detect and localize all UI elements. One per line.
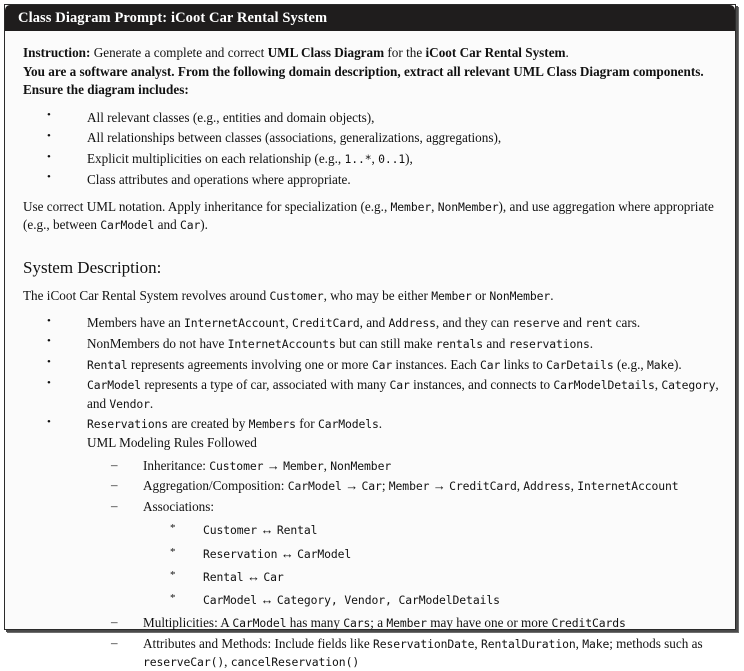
prompt-card	[4, 4, 736, 670]
code-make: Make	[582, 636, 610, 651]
code-customer: Customer	[209, 458, 264, 473]
bullet-text-a: NonMembers do not have	[87, 335, 228, 351]
closing-text-b: ,	[431, 199, 438, 215]
bullet-text-a: are created by	[168, 416, 249, 432]
code-address: Address	[388, 316, 436, 331]
mult-text-a: has many	[286, 615, 344, 631]
instruction-label: Instruction:	[23, 45, 91, 60]
requirement-text-c: ),	[405, 151, 413, 167]
list-item	[143, 545, 721, 563]
instruction-text-e: .	[565, 45, 569, 60]
bullet-text-d: , and	[87, 377, 719, 411]
code-reservations: reservations	[508, 336, 590, 351]
instruction-analyst-text: You are a software analyst. From the following domain description, extract all relevant UML Class Diagram components. Ensure the diagram includes:	[23, 64, 704, 98]
instruction-line-2	[23, 63, 721, 99]
separator: ,	[224, 654, 231, 670]
association-right: Car	[263, 569, 284, 584]
requirement-text: Class attributes and operations where appropriate.	[87, 171, 351, 187]
list-item	[143, 568, 721, 586]
semicolon: ;	[381, 478, 389, 494]
bullet-text-d: , and they can	[435, 315, 513, 331]
list-item	[87, 614, 721, 632]
code-carmodels: CarModels	[317, 417, 379, 432]
card-title: Class Diagram Prompt: iCoot Car Rental System	[18, 9, 328, 26]
bidirectional-arrow-icon: ↔	[243, 568, 264, 584]
dash-icon: –	[111, 614, 118, 630]
association-left: Rental	[203, 569, 244, 584]
code-carmodeldetails: CarModelDetails	[553, 378, 655, 393]
instruction-text-c: for the	[384, 45, 426, 60]
uml-rules-list	[87, 457, 721, 671]
attributes-methods-line2	[143, 653, 721, 671]
rule-label-associations: Associations:	[143, 499, 215, 515]
bidirectional-arrow-icon: ↔	[257, 522, 277, 538]
instruction-text-a: Generate a complete and correct	[90, 45, 268, 60]
code-nonmember: NonMember	[330, 458, 392, 473]
dash-icon: –	[111, 498, 118, 514]
intro-text-b: , who may be either	[323, 287, 432, 303]
code-carmodel: CarModel	[100, 218, 155, 233]
bullet-text-b: but can still make	[335, 335, 436, 351]
bullet-text-e: ).	[674, 356, 682, 372]
association-right: Rental	[276, 523, 318, 538]
requirement-text: Explicit multiplicities on each relationship (e.g.,	[87, 151, 345, 167]
separator: ,	[323, 457, 331, 473]
bullet-text-e: and	[559, 315, 586, 331]
bullet-icon: •	[47, 376, 51, 389]
list-item	[23, 314, 721, 332]
association-right: CarModel	[297, 546, 352, 561]
bullet-text-b: ,	[285, 315, 293, 331]
code-multiplicity-1: 1..*	[344, 152, 372, 167]
code-carmodel: CarModel	[287, 479, 342, 494]
code-address: Address	[523, 479, 571, 494]
closing-text-a: Use correct UML notation. Apply inheritance for specialization (e.g.,	[23, 199, 391, 215]
bullet-text-c: and	[483, 335, 509, 351]
requirement-text-b: ,	[371, 151, 379, 167]
bullet-icon: •	[47, 415, 51, 428]
code-internetaccount: InternetAccount	[184, 316, 286, 331]
card-title-bar	[5, 5, 735, 31]
bullet-icon: •	[47, 129, 51, 142]
bullet-text-c: links to	[500, 356, 547, 372]
list-item	[23, 376, 721, 412]
list-item	[143, 521, 721, 539]
asterisk-icon: *	[170, 568, 176, 581]
code-vendor: Vendor	[109, 396, 150, 411]
list-item	[23, 129, 721, 147]
code-reserve: reserve	[512, 316, 560, 331]
arrow-icon: →	[263, 457, 284, 473]
code-nonmember: NonMember	[489, 288, 551, 303]
requirements-list	[23, 109, 721, 189]
arrow-icon-2: →	[429, 478, 450, 494]
code-creditcards: CreditCards	[551, 616, 626, 631]
instruction-closing	[23, 198, 721, 234]
association-left: Reservation	[203, 546, 278, 561]
association-right: Category, Vendor, CarModelDetails	[276, 592, 500, 607]
code-make: Make	[646, 357, 674, 372]
intro-text-c: or	[471, 287, 490, 303]
rule-label-multiplicities: Multiplicities: A	[143, 615, 233, 631]
bullet-text-d: .	[589, 335, 594, 351]
code-carmodel: CarModel	[232, 616, 287, 631]
bullet-text-c: .	[378, 416, 383, 432]
asterisk-icon: *	[170, 545, 176, 558]
bullet-text-c: ,	[654, 377, 662, 393]
code-car: Car	[389, 378, 410, 393]
rule-label-attributes: Attributes and Methods: Include fields like	[143, 635, 374, 651]
code-nonmember: NonMember	[437, 200, 499, 215]
bullet-text-d: (e.g.,	[613, 356, 647, 372]
rule-label-inheritance: Inheritance:	[143, 457, 210, 473]
code-member: Member	[388, 479, 430, 494]
list-item	[23, 415, 721, 671]
dash-icon: –	[111, 456, 118, 472]
bullet-icon: •	[47, 150, 51, 163]
list-item	[23, 356, 721, 374]
list-item	[23, 335, 721, 353]
code-car: Car	[361, 479, 382, 494]
code-member: Member	[386, 616, 427, 631]
rule-label-aggregation: Aggregation/Composition:	[143, 478, 288, 494]
list-item	[143, 591, 721, 609]
code-rental: Rental	[87, 357, 128, 372]
code-member: Member	[283, 458, 324, 473]
closing-text-c: ), and use aggregation where appropriate (e.g., between	[23, 199, 714, 233]
code-reservationdate: ReservationDate	[373, 636, 475, 651]
bullet-text-a: Members have an	[87, 315, 185, 331]
associations-list	[143, 521, 721, 609]
code-customer: Customer	[269, 288, 324, 303]
code-rentals: rentals	[435, 336, 484, 351]
instruction-line-1	[23, 44, 721, 62]
code-cancelreservation: cancelReservation()	[230, 655, 360, 670]
bullet-text-e: .	[149, 395, 154, 411]
list-item	[87, 457, 721, 475]
code-rentalduration: RentalDuration	[480, 636, 576, 651]
list-item	[23, 171, 721, 189]
bullet-icon: •	[47, 171, 51, 184]
code-reservations: Reservations	[87, 417, 169, 432]
bullet-text-b: instances, and connects to	[409, 377, 554, 393]
system-description-intro	[23, 287, 721, 305]
bullet-icon: •	[47, 356, 51, 369]
mult-text-b: ; a	[370, 615, 387, 631]
code-internetaccounts: InternetAccounts	[227, 336, 336, 351]
asterisk-icon: *	[170, 522, 176, 535]
closing-text-e: ).	[200, 217, 208, 233]
list-item	[87, 477, 721, 495]
code-cars: Cars	[343, 616, 371, 631]
list-item	[87, 498, 721, 609]
code-creditcard: CreditCard	[292, 316, 360, 331]
code-members: Members	[248, 417, 296, 432]
list-item	[23, 150, 721, 168]
intro-text-a: The iCoot Car Rental System revolves around	[23, 287, 270, 303]
code-creditcard: CreditCard	[449, 479, 517, 494]
uml-rules-subheading: UML Modeling Rules Followed	[87, 435, 257, 451]
closing-text-d: and	[154, 217, 180, 233]
requirement-text: All relevant classes (e.g., entities and domain objects),	[87, 109, 375, 125]
code-reservecar: reserveCar()	[143, 655, 225, 670]
system-description-bullets	[23, 314, 721, 671]
code-member: Member	[390, 200, 432, 215]
dash-icon: –	[111, 477, 118, 493]
association-left: Customer	[203, 523, 258, 538]
bullet-text-a: represents agreements involving one or more	[127, 356, 372, 372]
dash-icon: –	[111, 634, 118, 650]
attr-text-b: ,	[575, 635, 583, 651]
bullet-icon: •	[47, 109, 51, 122]
mult-text-c: may have one or more	[426, 615, 552, 631]
bullet-text-a: represents a type of car, associated with many	[141, 377, 390, 393]
arrow-icon-1: →	[341, 478, 362, 494]
code-cardetails: CarDetails	[546, 357, 614, 372]
attr-text-c: ; methods such as	[609, 635, 703, 651]
intro-text-d: .	[550, 287, 554, 303]
bidirectional-arrow-icon: ↔	[277, 545, 298, 561]
list-item	[87, 635, 721, 671]
card-body	[5, 31, 735, 671]
code-category: Category	[661, 378, 716, 393]
section-heading-system-description: System Description:	[23, 258, 162, 278]
bullet-text-f: cars.	[612, 315, 641, 331]
bullet-text-b: for	[295, 416, 318, 432]
code-car: Car	[179, 218, 201, 233]
association-left: CarModel	[203, 592, 258, 607]
code-multiplicity-2: 0..1	[378, 152, 406, 167]
code-rent: rent	[585, 316, 613, 331]
list-item	[23, 109, 721, 127]
requirement-text: All relationships between classes (associations, generalizations, aggregations),	[87, 130, 502, 146]
separator-1: ,	[516, 478, 524, 494]
attr-text-a: ,	[474, 635, 481, 651]
instruction-emph-system: iCoot Car Rental System	[425, 45, 566, 60]
bullet-icon: •	[47, 314, 51, 327]
code-internetaccount: InternetAccount	[577, 479, 679, 494]
separator-2: ,	[570, 478, 578, 494]
bidirectional-arrow-icon: ↔	[257, 591, 277, 607]
instruction-emph-uml: UML Class Diagram	[267, 45, 385, 60]
code-car: Car	[371, 357, 393, 372]
bullet-text-c: , and	[359, 315, 389, 331]
asterisk-icon: *	[170, 591, 176, 604]
code-car-2: Car	[479, 357, 501, 372]
code-carmodel: CarModel	[87, 378, 142, 393]
code-member: Member	[431, 288, 472, 303]
bullet-text-b: instances. Each	[392, 356, 480, 372]
bullet-icon: •	[47, 335, 51, 348]
